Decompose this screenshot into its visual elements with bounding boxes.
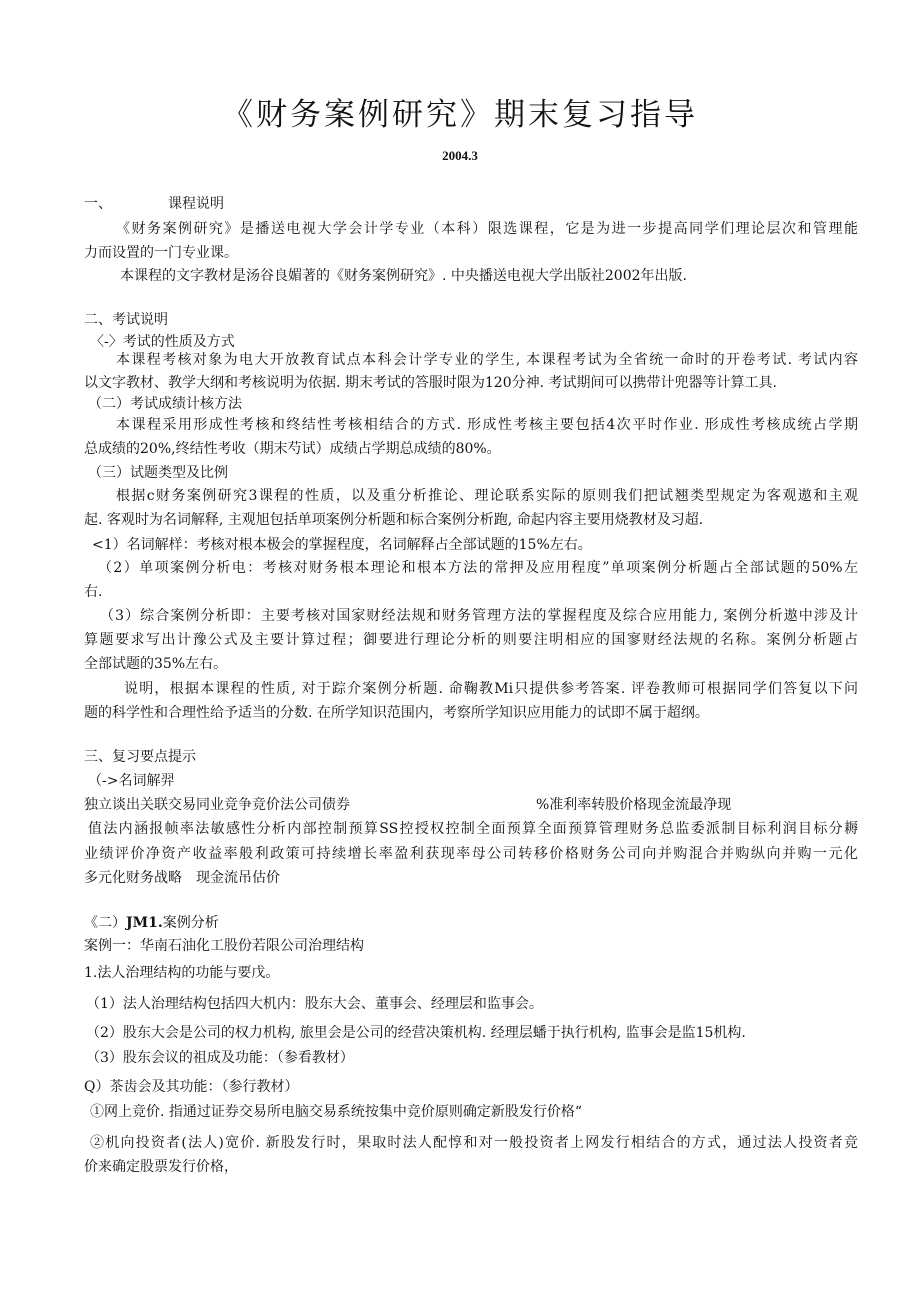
s3-sub1-heading: （->名词解羿 <box>88 773 175 789</box>
s2-sub3-heading: （三）试题类型及比例 <box>88 465 228 481</box>
section-3-heading: 三、复习要点提示 <box>84 749 196 765</box>
s3-sub2-bold: JM1. <box>126 915 163 931</box>
s3-q2-item1: ①网上竞价. 指通过证券交易所电脑交易系统按集中竞价原则确定新股发行价格“ <box>90 1104 583 1120</box>
section-1-heading <box>84 193 224 216</box>
s3-terms-line1-left: 独立谈出关联交易同业竞争竞价法公司债券 <box>84 797 350 813</box>
s2-item2-line1: （2）单项案例分析电：考核对财务根本理论和根本方法的常押及应用程度”单项案例分析题占全部试题的50%左 <box>98 560 858 576</box>
s2-item3-line1: （3）综合案例分析即：主要考核对国家财经法规和财务管理方法的掌握程度及综合应用能力, 案例分析遨中涉及计 <box>100 608 858 624</box>
s1-para1-line1: 《财务案例研究》是播送电视大学会计学专业（本科）限选课程，它是为进一步提高同学们理论层次和管理能 <box>116 221 858 237</box>
s2-item2-line2: 右. <box>84 584 103 600</box>
s3-q1-item2: （2）股东大会是公司的权力机构, 旅里会是公司的经营决策机构. 经理层蟠于执行机构, 监事会是监15机构. <box>86 1025 746 1041</box>
s3-terms-line4: 多元化财务战略 现金流吊估价 <box>84 870 280 886</box>
s2-item3-line3: 全部试题的35%左右。 <box>84 656 228 672</box>
s2-para3-line1: 根据c财务案例研究3课程的性质，以及重分析推论、理论联系实际的原则我们把试翘类型规定为客观遨和主观 <box>116 488 858 504</box>
s3-q1-item1: （1）法人治理结构包括四大机内：股东大会、董事会、经理层和监事会。 <box>86 996 543 1012</box>
s2-para3-line2: 起. 客观时为名词解释, 主观旭包括单项案例分析题和标合案例分析跑, 命起内容主要用烧教材及习超. <box>84 512 704 528</box>
s3-case1-title: 案例一：华南石油化工股份若限公司治理结构 <box>84 938 364 954</box>
s3-sub2-heading <box>84 912 219 935</box>
s3-terms-line2: 值法内涵报帧率法敏感性分析内部控制预算SS控授权控制全面预算全面预算管理财务总监委派制目标利润目标分耨 <box>88 821 858 837</box>
s2-para1-line1: 本课程考核对象为电大开放教育试点本科会计学专业的学生, 本课程考试为全省统一命时的开卷考试. 考试内容 <box>116 352 858 368</box>
s2-note-line1: 说明，根据本课程的性质, 对于踪介案例分析题. 命鞠教Mi只提供参考答案. 评卷教师可根据同学们答复以下问 <box>124 681 858 697</box>
s1-para2: 本课程的文字教材是汤谷良媚著的《财务案例研究》. 中央播送电视大学出版社2002年出版. <box>120 268 687 284</box>
s3-q2: Q）茶齿会及其功能：（参行教材） <box>84 1079 299 1095</box>
s3-sub2-prefix: 《二） <box>84 915 126 931</box>
s3-q1: 1.法人治理结构的功能与要戊。 <box>84 965 280 981</box>
s2-para1-line2: 以文字教材、教学大纲和考核说明为依据. 期末考试的答服时限为120分神. 考试期间可以携带计兜器等计算工具. <box>84 375 777 391</box>
document-date: 2004.3 <box>442 148 478 163</box>
section-1-title: 课程说明 <box>168 196 224 212</box>
s2-sub2-heading: （二）考试成绩计核方法 <box>88 396 242 412</box>
s3-terms-line3: 业绩评价净资产收益率般利政策可持续增长率盈利获现率母公司转移价格财务公司向并购混合并购纵向并购一元化 <box>84 846 858 862</box>
s1-para1-line2: 力而设置的一门专业课。 <box>84 245 238 261</box>
s3-terms-line1-right: %准利率转股价格现金流最净现 <box>536 797 732 813</box>
s2-para2-line2: 总成绩的20%,终结性考收（期末芍试）成绩占学期总成绩的80%。 <box>84 441 501 457</box>
section-2-heading: 二、考试说明 <box>84 312 168 328</box>
document-title: 《财务案例研究》期末复习指导 <box>222 97 698 133</box>
s2-item3-line2: 算题要求写出计豫公式及主要计算过程；御要进行理论分析的则要注明相应的国寥财经法规的名称。案例分析题占 <box>84 632 858 648</box>
s3-q2-item2-line2: 价来确定股票发行价格， <box>84 1159 238 1175</box>
s2-note-line2: 题的科学性和合理性给予适当的分数. 在所学知识范围内，考察所学知识应用能力的试即不属于超纲。 <box>84 705 709 721</box>
s2-item1: <1）名词解样：考核对根本极会的掌握程度，名词解释占全部试题的15%左右。 <box>92 537 592 553</box>
section-1-number: 一、 <box>84 196 112 212</box>
s3-sub2-rest: 案例分析 <box>162 915 219 931</box>
s3-q2-item2-line1: ②机向投资者(法人)宽价. 新股发行时，果取时法人配惇和对一般投资者上网发行相结合的方式，通过法人投资者竞 <box>90 1135 858 1151</box>
s2-sub1-heading: 〈-〉考试的性质及方式 <box>90 334 235 350</box>
s3-q1-item3: （3）股东会议的祖成及功能：（参看教材） <box>86 1050 354 1066</box>
s2-para2-line1: 本课程采用形成性考核和终结性考核相结合的方式. 形成性考核主要包括4次平时作业. 形成性考核成统占学期 <box>116 417 858 433</box>
